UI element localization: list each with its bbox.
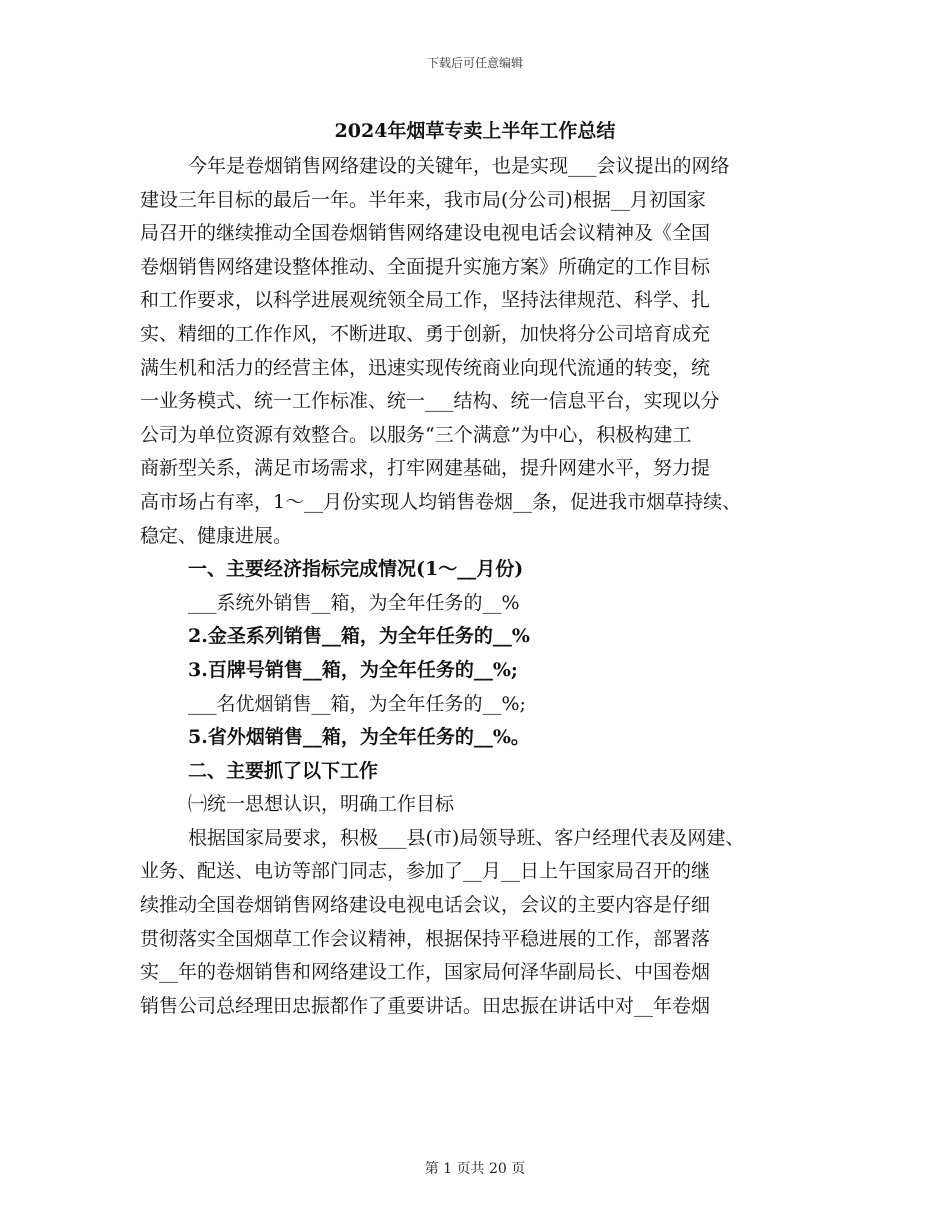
list-item: ___系统外销售__箱，为全年任务的__%: [188, 591, 520, 614]
body-line: 实、精细的工作作风，不断进取、勇于创新，加快将分公司培育成充: [140, 322, 711, 345]
list-item: 5.省外烟销售__箱，为全年任务的__%。: [188, 726, 530, 749]
body-line: 今年是卷烟销售网络建设的关键年，也是实现___会议提出的网络: [188, 155, 730, 177]
document-body: [140, 150, 830, 1023]
body-line: 根据国家局要求，积极___县(市)局领导班、客户经理代表及网建、: [188, 826, 745, 849]
subsection-heading: ㈠统一思想认识，明确工作目标: [188, 793, 455, 816]
body-line: 局召开的继续推动全国卷烟销售网络建设电视电话会议精神及《全国: [140, 222, 711, 245]
document-title: 2024年烟草专卖上半年工作总结: [334, 120, 616, 142]
body-line: 一业务模式、统一工作标准、统一___结构、统一信息平台，实现以分: [140, 390, 720, 413]
body-line: 稳定、健康进展。: [140, 524, 293, 547]
body-line: 和工作要求，以科学进展观统领全局工作，坚持法律规范、科学、扎: [140, 289, 711, 312]
page-footer: 第 1 页共 20 页: [424, 1161, 526, 1177]
body-line: 建设三年目标的最后一年。半年来，我市局(分公司)根据__月初国家: [140, 188, 706, 211]
body-line: 实__年的卷烟销售和网络建设工作，国家局何泽华副局长、中国卷烟: [140, 961, 711, 984]
section-heading: 二、主要抓了以下工作: [188, 759, 379, 782]
body-line: 销售公司总经理田忠振都作了重要讲话。田忠振在讲话中对__年卷烟: [140, 994, 711, 1017]
list-item: 3.百牌号销售__箱，为全年任务的__%;: [188, 658, 518, 681]
body-line: 商新型关系，满足市场需求，打牢网建基础，提升网建水平，努力提: [140, 457, 711, 480]
body-line: 满生机和活力的经营主体，迅速实现传统商业向现代流通的转变，统: [140, 356, 711, 379]
body-line: 贯彻落实全国烟草工作会议精神，根据保持平稳进展的工作，部署落: [140, 927, 711, 950]
body-line: 业务、配送、电访等部门同志，参加了__月__日上午国家局召开的继: [140, 860, 711, 883]
body-line: 续推动全国卷烟销售网络建设电视电话会议，会议的主要内容是仔细: [140, 894, 711, 917]
body-line: 公司为单位资源有效整合。以服务“三个满意”为中心，积极构建工: [140, 423, 692, 446]
list-item: ___名优烟销售__箱，为全年任务的__%;: [188, 692, 526, 715]
body-line: 卷烟销售网络建设整体推动、全面提升实施方案》所确定的工作目标: [140, 255, 711, 278]
body-line: 高市场占有率，1～__月份实现人均销售卷烟__条，促进我市烟草持续、: [140, 490, 742, 513]
list-item: 2.金圣系列销售__箱，为全年任务的__%: [188, 625, 530, 648]
section-heading: 一、主要经济指标完成情况(1～__月份): [188, 558, 524, 581]
page-header-note: 下载后可任意编辑: [426, 56, 523, 70]
